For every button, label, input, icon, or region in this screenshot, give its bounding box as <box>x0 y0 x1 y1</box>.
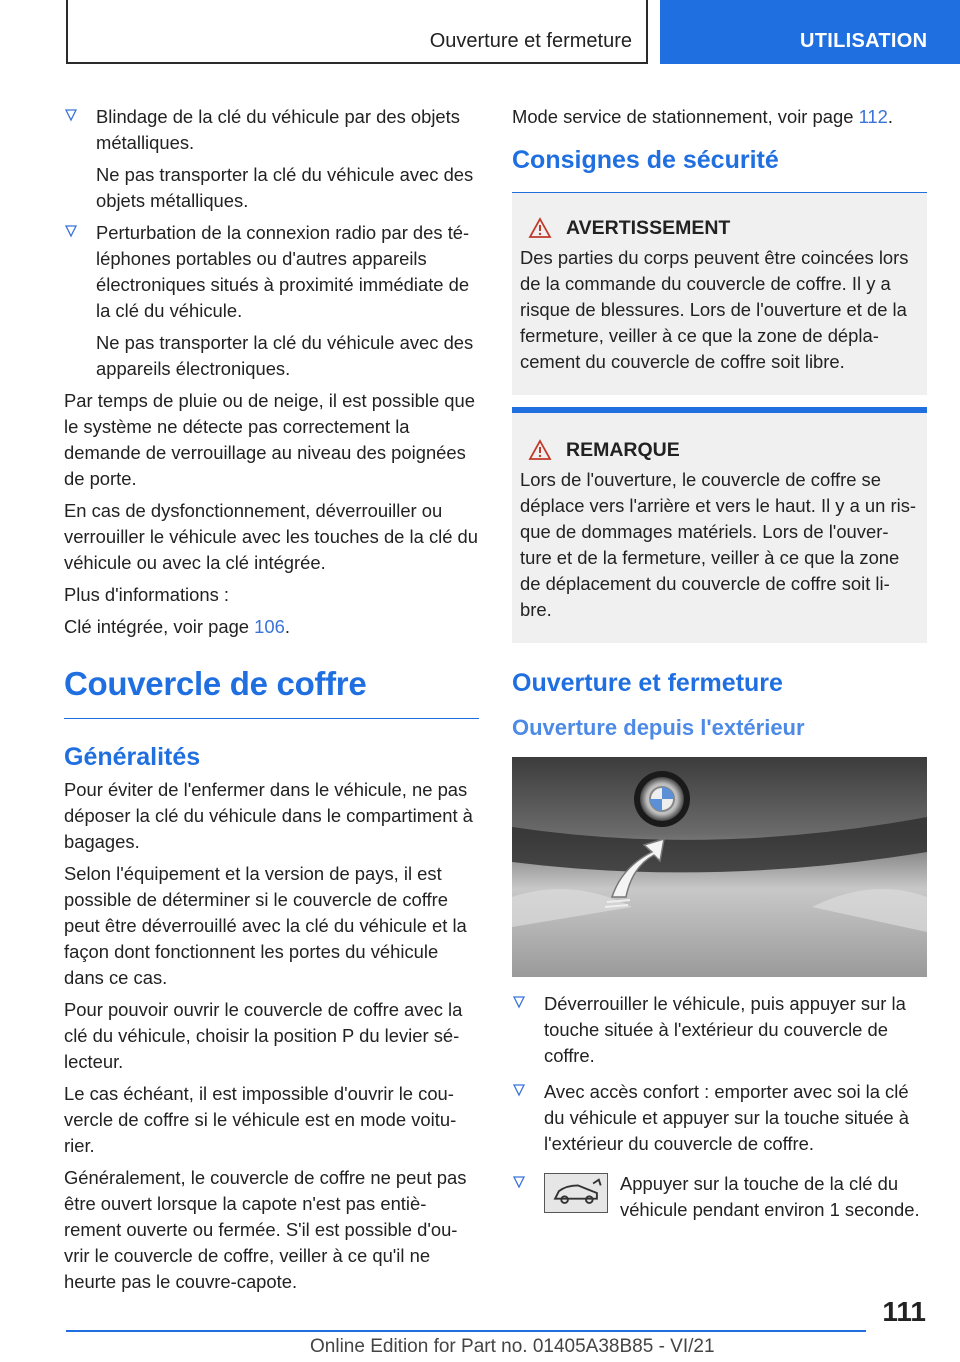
page-number: 111 <box>882 1296 926 1327</box>
car-trunk-key-icon <box>544 1173 608 1213</box>
left-column <box>64 104 479 1301</box>
link-suffix: . <box>887 106 894 127</box>
triangle-bullet-icon <box>512 1175 526 1189</box>
paragraph: En cas de dysfonctionnement, déverrouiller ou verrouiller le véhicule avec les touches de la clé du véhicule ou avec la clé intégrée. <box>64 500 479 573</box>
section-heading: Ouverture et fermeture <box>512 669 783 697</box>
triangle-bullet-icon <box>512 1083 526 1097</box>
warning-triangle-icon <box>528 217 552 239</box>
bullet-text: Appuyer sur la touche de la clé du véhicule pendant environ 1 seconde. <box>620 1173 920 1220</box>
paragraph-with-link <box>512 104 927 130</box>
warning-triangle-icon <box>528 439 552 461</box>
bullet-text: Blindage de la clé du véhicule par des objets métalliques. <box>96 106 460 153</box>
warning-body: Des parties du corps peuvent être coincées lors de la commande du couvercle de coffre. Il y a risque de blessures. Lors de l'ouverture et de la fermeture, veiller à ce que la zone de dépla-cement du couvercle de coffre soit libre. <box>520 247 909 372</box>
list-item <box>512 1171 927 1229</box>
warning-box <box>512 193 927 395</box>
paragraph: Le cas échéant, il est impossible d'ouvrir le cou-vercle de coffre si le véhicule est en mode voitu-rier. <box>64 1083 457 1156</box>
bullet-text: Avec accès confort : emporter avec soi la clé du véhicule et appuyer sur la touche située à l'extérieur du couvercle de coffre. <box>544 1081 909 1154</box>
bullet-subtext: Ne pas transporter la clé du véhicule avec des objets métalliques. <box>96 164 474 211</box>
section-heading: Généralités <box>64 743 201 771</box>
bullet-subtext: Ne pas transporter la clé du véhicule avec des appareils électroniques. <box>96 332 474 379</box>
paragraph: Pour éviter de l'enfermer dans le véhicule, ne pas déposer la clé du véhicule dans le compartiment à bagages. <box>64 779 473 852</box>
list-item <box>512 1079 927 1157</box>
warning-label: AVERTISSEMENT <box>566 217 731 239</box>
paragraph-with-link <box>64 614 479 640</box>
notice-body: Lors de l'ouverture, le couvercle de coffre se déplace vers l'arrière et vers le haut. Il y a un ris-que de dommages matériels. Lors de l'ouver-ture et de la fermeture, veiller à ce que la zone de déplacement du couvercle de coffre soit li-bre. <box>520 469 917 620</box>
list-item <box>64 104 479 214</box>
right-column <box>512 104 927 1235</box>
link-prefix: Clé intégrée, voir page <box>64 616 255 637</box>
chapter-heading: Couvercle de coffre <box>64 664 479 719</box>
notice-title <box>520 437 919 463</box>
header-section-title: Ouverture et fermeture <box>429 30 632 52</box>
list-item <box>64 220 479 382</box>
section-heading: Consignes de sécurité <box>512 144 927 193</box>
bullet-text: Perturbation de la connexion radio par des té-léphones portables ou d'autres appareils électroniques situés à proximité immédiate de la clé du véhicule. <box>96 222 470 321</box>
list-item <box>512 991 927 1069</box>
page-link[interactable]: 106 <box>254 616 285 637</box>
bullet-text: Déverrouiller le véhicule, puis appuyer sur la touche située à l'extérieur du couvercle de coffre. <box>544 993 906 1066</box>
triangle-bullet-icon <box>64 224 78 238</box>
notice-box <box>512 407 927 643</box>
triangle-bullet-icon <box>512 995 526 1009</box>
paragraph: Généralement, le couvercle de coffre ne peut pas être ouvert lorsque la capote n'est pas entiè-rement ouverte ou fermée. S'il est possible d'ou-vrir le couvercle de coffre, veiller à ce qu'il ne heurte pas le couvre-capote. <box>64 1167 467 1292</box>
footer-divider <box>66 1330 866 1332</box>
trunk-button-photo <box>512 757 927 977</box>
header-chapter-tab <box>660 0 960 64</box>
link-prefix: Mode service de stationnement, voir page <box>512 106 859 127</box>
triangle-bullet-icon <box>64 108 78 122</box>
subsection-heading: Ouverture depuis l'extérieur <box>512 715 805 740</box>
paragraph: Pour pouvoir ouvrir le couvercle de coffre avec la clé du véhicule, choisir la position P du levier sé-lecteur. <box>64 999 463 1072</box>
header-section-box <box>66 0 648 64</box>
notice-label: REMARQUE <box>566 439 680 461</box>
paragraph: Par temps de pluie ou de neige, il est possible que le système ne détecte pas correctement la demande de verrouillage au niveau des poignées de porte. <box>64 390 475 489</box>
paragraph: Selon l'équipement et la version de pays, il est possible de déterminer si le couvercle de coffre peut être déverrouillé avec la clé du véhicule et la façon dont fonctionnent les portes du véhicule dans ce cas. <box>64 863 467 988</box>
key-instruction <box>544 1171 927 1229</box>
footer-edition: Online Edition for Part no. 01405A38B85 - VI/21 <box>310 1336 715 1357</box>
paragraph: Plus d'informations : <box>64 584 230 605</box>
page-link[interactable]: 112 <box>858 106 888 127</box>
warning-title <box>520 215 919 241</box>
link-suffix: . <box>284 616 290 637</box>
header-chapter-title: UTILISATION <box>800 30 928 52</box>
